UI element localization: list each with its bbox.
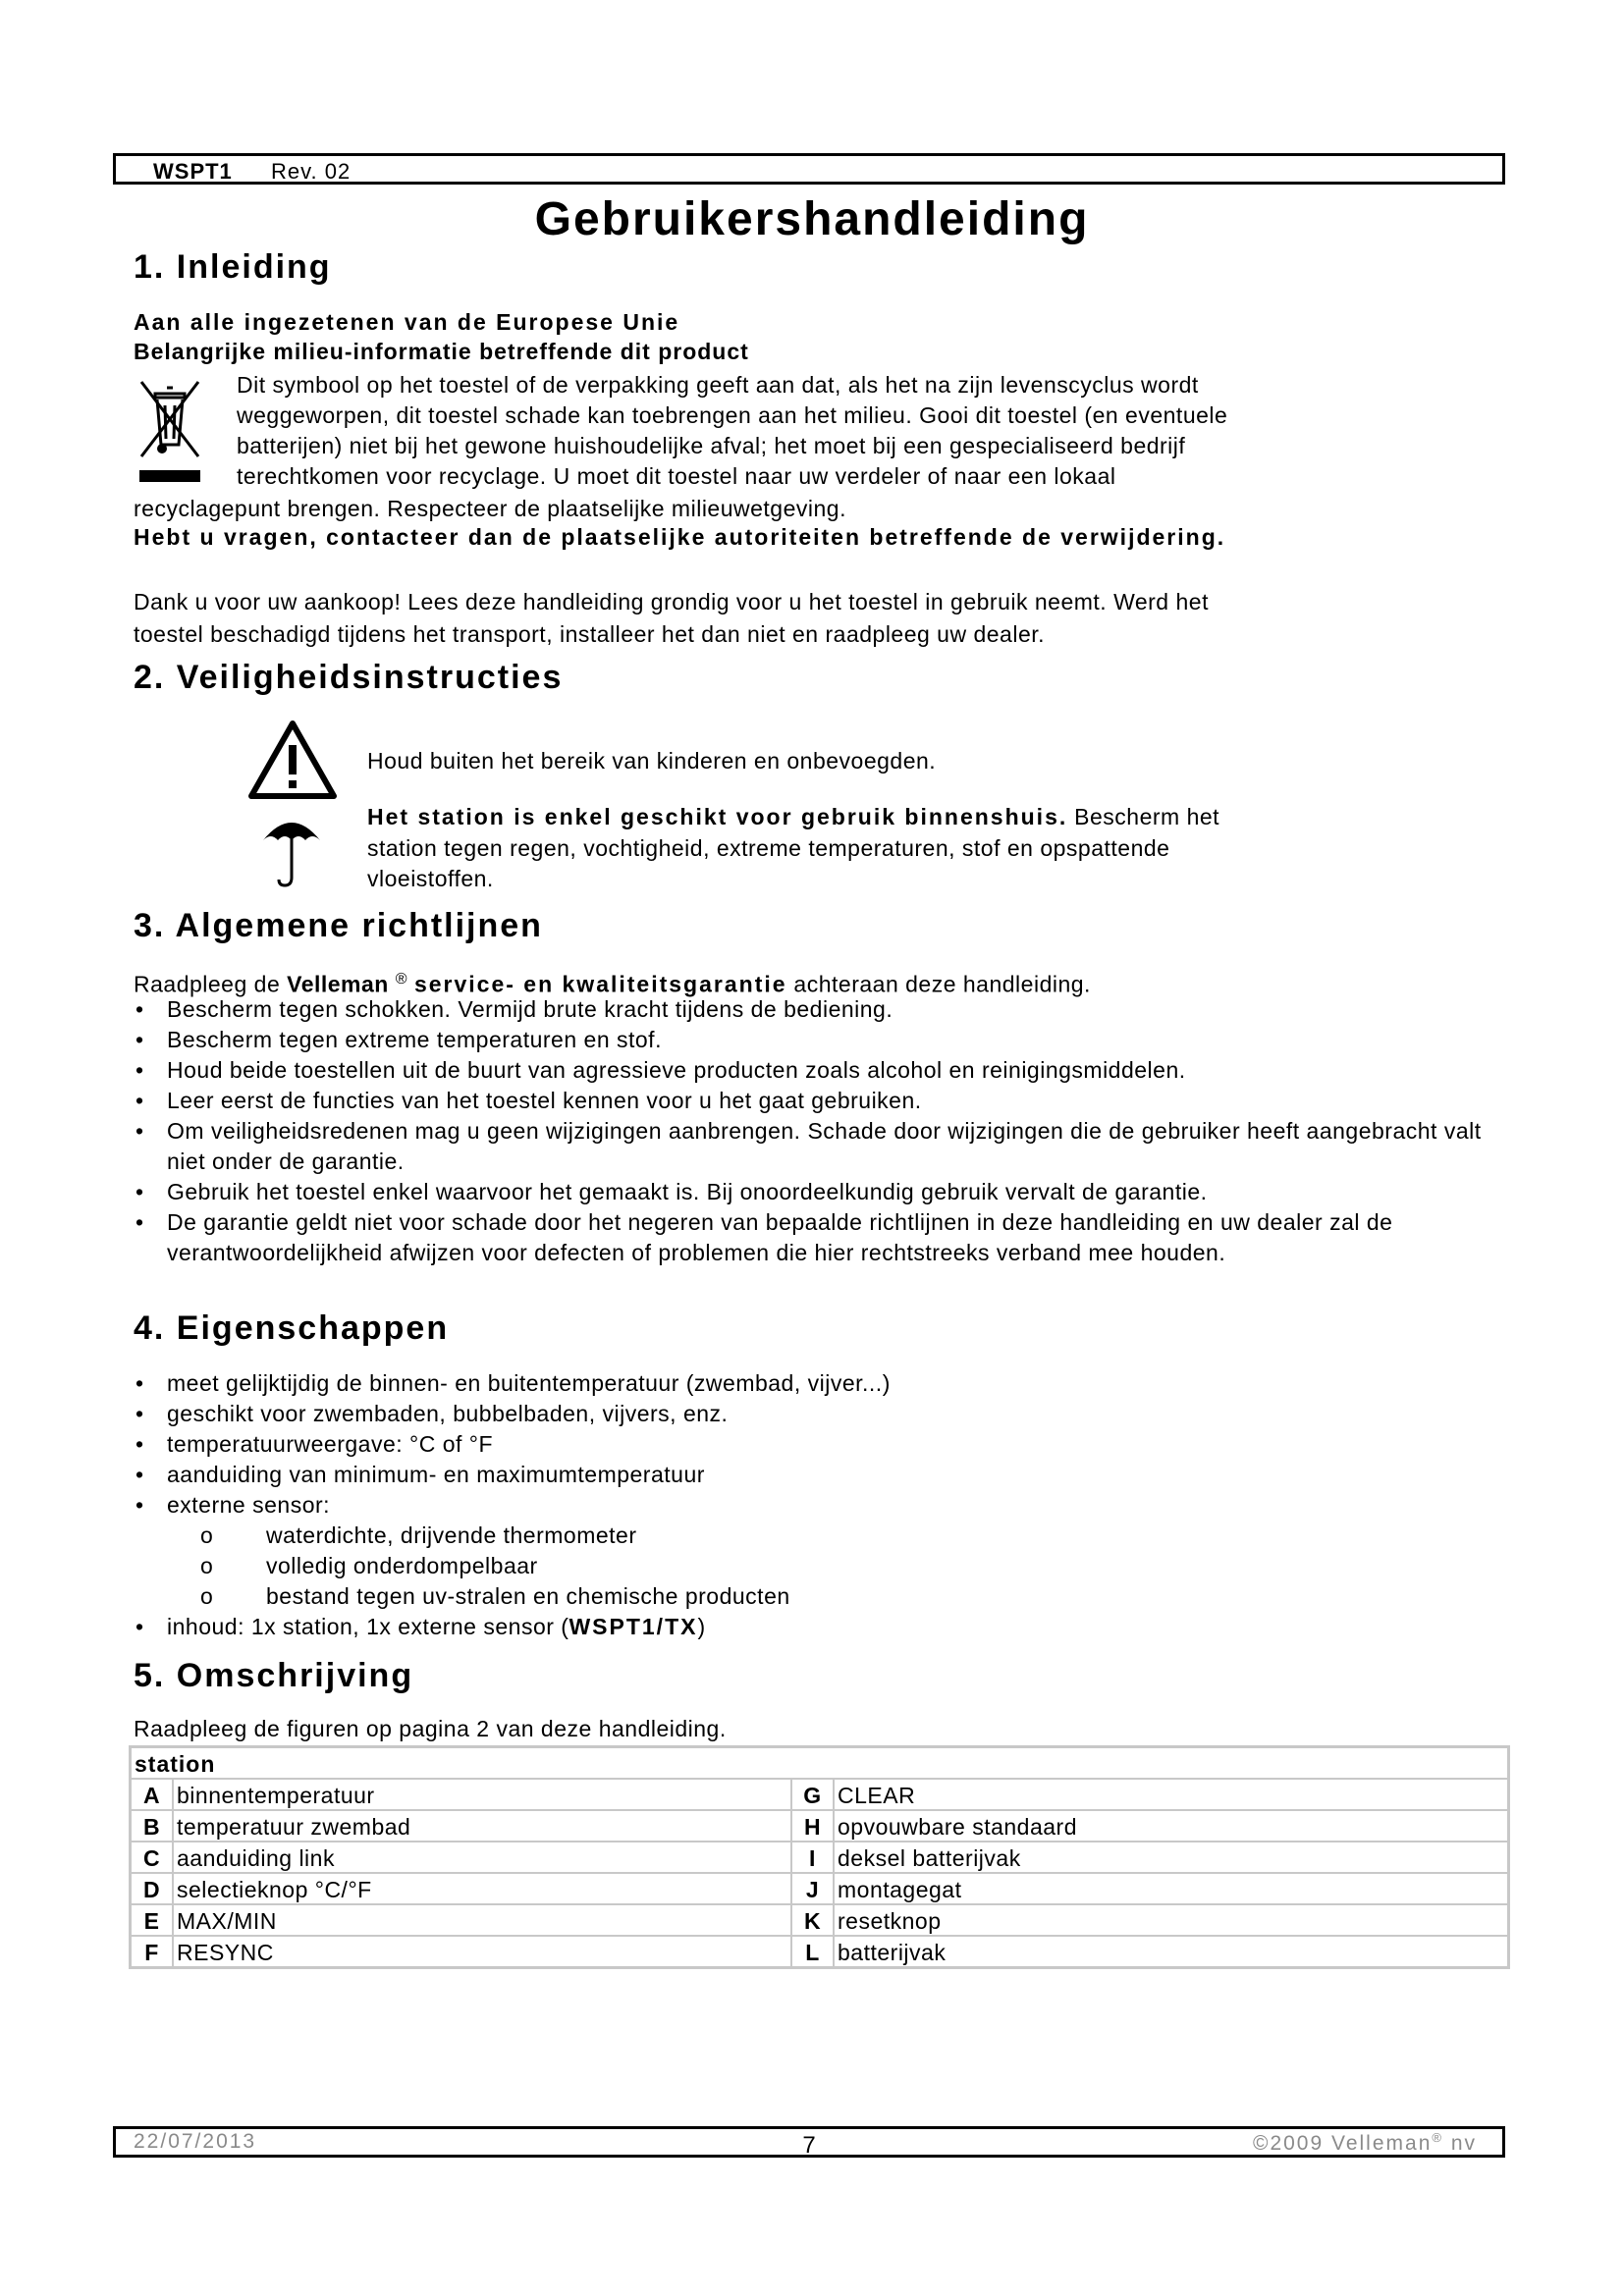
part-label: deksel batterijvak — [834, 1842, 1509, 1873]
sensor-model: WSPT1/TX — [568, 1614, 698, 1639]
part-letter: E — [131, 1904, 174, 1936]
table-row — [131, 1842, 1509, 1873]
contents-a: inhoud: 1x station, 1x externe sensor ( — [167, 1614, 569, 1639]
weee-text-line-2: weggeworpen, dit toestel schade kan toebrengen aan het milieu. Gooi dit toestel (en eventuele — [237, 402, 1228, 428]
part-label: temperatuur zwembad — [173, 1810, 791, 1842]
part-label: opvouwbare standaard — [834, 1810, 1509, 1842]
weee-text-line-5: recyclagepunt brengen. Respecteer de plaatselijke milieuwetgeving. — [134, 496, 846, 521]
indoor-use-rest: Bescherm het — [1067, 804, 1220, 829]
sub-list-item: o waterdichte, drijvende thermometer — [134, 1521, 1489, 1551]
part-letter: H — [791, 1810, 834, 1842]
sub-list-item: o bestand tegen uv-stralen en chemische producten — [134, 1581, 1489, 1612]
part-label: batterijvak — [834, 1936, 1509, 1968]
contents-c: ) — [697, 1614, 706, 1639]
copyright-text: ©2009 Velleman — [1252, 2132, 1433, 2155]
warning-triangle-icon — [247, 720, 338, 800]
footer-date: 22/07/2013 — [134, 2130, 257, 2153]
part-letter: G — [791, 1779, 834, 1810]
section-4-heading: 4. Eigenschappen — [134, 1309, 450, 1347]
list-item: • externe sensor: — [134, 1490, 1489, 1521]
service-guarantee: service- en kwaliteitsgarantie — [413, 971, 787, 997]
table-row — [131, 1873, 1509, 1904]
product-code: WSPT1 — [153, 159, 233, 184]
section-3-heading: 3. Algemene richtlijnen — [134, 907, 543, 944]
footer-copyright — [1253, 2130, 1477, 2156]
part-letter: J — [791, 1873, 834, 1904]
list-item: • geschikt voor zwembaden, bubbelbaden, vijvers, enz. — [134, 1399, 1489, 1429]
list-item: • aanduiding van minimum- en maximumtemperatuur — [134, 1460, 1489, 1490]
table-header-station: station — [131, 1747, 1509, 1780]
thanks-line-2: toestel beschadigd tijdens het transport, installeer het dan niet en raadpleeg uw dealer. — [134, 621, 1046, 647]
thanks-line-1: Dank u voor uw aankoop! Lees deze handleiding grondig voor u het toestel in gebruik neemt. Werd het — [134, 589, 1209, 614]
part-letter: A — [131, 1779, 174, 1810]
list-item — [134, 1612, 1489, 1642]
contact-authorities: Hebt u vragen, contacteer dan de plaatselijke autoriteiten betreffende de verwijdering. — [134, 524, 1226, 550]
list-item: • Om veiligheidsredenen mag u geen wijzigingen aanbrengen. Schade door wijzigingen die de gebruiker heeft aangebracht valt niet onder de garantie. — [134, 1116, 1489, 1177]
table-row — [131, 1779, 1509, 1810]
weee-text-line-4: terechtkomen voor recyclage. U moet dit toestel naar uw verdeler of naar een lokaal — [237, 463, 1116, 489]
copyright-reg: ® — [1432, 2130, 1443, 2145]
indoor-use-line-3: vloeistoffen. — [367, 866, 494, 891]
features-list — [134, 1368, 1489, 1642]
table-row — [131, 1936, 1509, 1968]
part-letter: D — [131, 1873, 174, 1904]
weee-text-line-3: batterijen) niet bij het gewone huishoudelijke afval; het moet bij een gespecialiseerd bedrijf — [237, 433, 1186, 458]
list-item: • temperatuurweergave: °C of °F — [134, 1429, 1489, 1460]
part-label: selectieknop °C/°F — [173, 1873, 791, 1904]
umbrella-icon — [261, 811, 322, 889]
guidelines-list — [134, 994, 1489, 1268]
eu-notice: Aan alle ingezetenen van de Europese Unie — [134, 309, 680, 335]
service-intro-b: achteraan deze handleiding. — [786, 971, 1091, 997]
list-item: • Gebruik het toestel enkel waarvoor het gemaakt is. Bij onoordeelkundig gebruik vervalt de garantie. — [134, 1177, 1489, 1207]
part-letter: L — [791, 1936, 834, 1968]
indoor-use-line-1 — [367, 802, 1219, 832]
parts-legend-table — [129, 1745, 1510, 1969]
part-letter: I — [791, 1842, 834, 1873]
revision: Rev. 02 — [271, 159, 352, 184]
section-2-heading: 2. Veiligheidsinstructies — [134, 659, 564, 696]
section-1-heading: 1. Inleiding — [134, 248, 332, 286]
brand-name: Velleman — [287, 971, 389, 997]
page-number: 7 — [802, 2132, 816, 2159]
indoor-use-bold: Het station is enkel geschikt voor gebruik binnenshuis. — [367, 804, 1068, 829]
document-title: Gebruikershandleiding — [534, 193, 1090, 245]
list-item: • meet gelijktijdig de binnen- en buitentemperatuur (zwembad, vijver...) — [134, 1368, 1489, 1399]
weee-text-line-1: Dit symbool op het toestel of de verpakking geeft aan dat, als het na zijn levenscyclus wordt — [237, 372, 1199, 398]
list-item: • Bescherm tegen schokken. Vermijd brute kracht tijdens de bediening. — [134, 994, 1489, 1025]
list-item: • Bescherm tegen extreme temperaturen en stof. — [134, 1025, 1489, 1055]
service-intro-a: Raadpleeg de — [134, 971, 288, 997]
sub-list-item: o volledig onderdompelbaar — [134, 1551, 1489, 1581]
section-5-heading: 5. Omschrijving — [134, 1657, 414, 1694]
footer-box — [113, 2126, 1505, 2158]
part-label: resetknop — [834, 1904, 1509, 1936]
part-label: CLEAR — [834, 1779, 1509, 1810]
part-label: montagegat — [834, 1873, 1509, 1904]
part-letter: F — [131, 1936, 174, 1968]
part-label: MAX/MIN — [173, 1904, 791, 1936]
header-box — [113, 153, 1505, 185]
list-item: • Houd beide toestellen uit de buurt van agressieve producten zoals alcohol en reinigingsmiddelen. — [134, 1055, 1489, 1086]
part-letter: B — [131, 1810, 174, 1842]
part-label: RESYNC — [173, 1936, 791, 1968]
part-letter: K — [791, 1904, 834, 1936]
part-label: binnentemperatuur — [173, 1779, 791, 1810]
environment-notice: Belangrijke milieu-informatie betreffende dit product — [134, 339, 749, 364]
keep-away-from-children: Houd buiten het bereik van kinderen en onbevoegden. — [367, 748, 937, 774]
weee-bin-icon — [137, 376, 202, 486]
list-item: • Leer eerst de functies van het toestel kennen voor u het gaat gebruiken. — [134, 1086, 1489, 1116]
part-letter: C — [131, 1842, 174, 1873]
description-intro: Raadpleeg de figuren op pagina 2 van deze handleiding. — [134, 1716, 727, 1741]
registered-mark: ® — [395, 971, 408, 988]
part-label: aanduiding link — [173, 1842, 791, 1873]
table-row — [131, 1810, 1509, 1842]
list-item: • De garantie geldt niet voor schade door het negeren van bepaalde richtlijnen in deze handleiding en uw dealer zal de verantwoordelijkheid afwijzen voor defecten of problemen die hier rechtstreeks verband mee houden. — [134, 1207, 1489, 1268]
copyright-nv: nv — [1442, 2132, 1477, 2155]
table-header-row — [131, 1747, 1509, 1780]
indoor-use-line-2: station tegen regen, vochtigheid, extreme temperaturen, stof en opspattende — [367, 835, 1170, 861]
table-row — [131, 1904, 1509, 1936]
